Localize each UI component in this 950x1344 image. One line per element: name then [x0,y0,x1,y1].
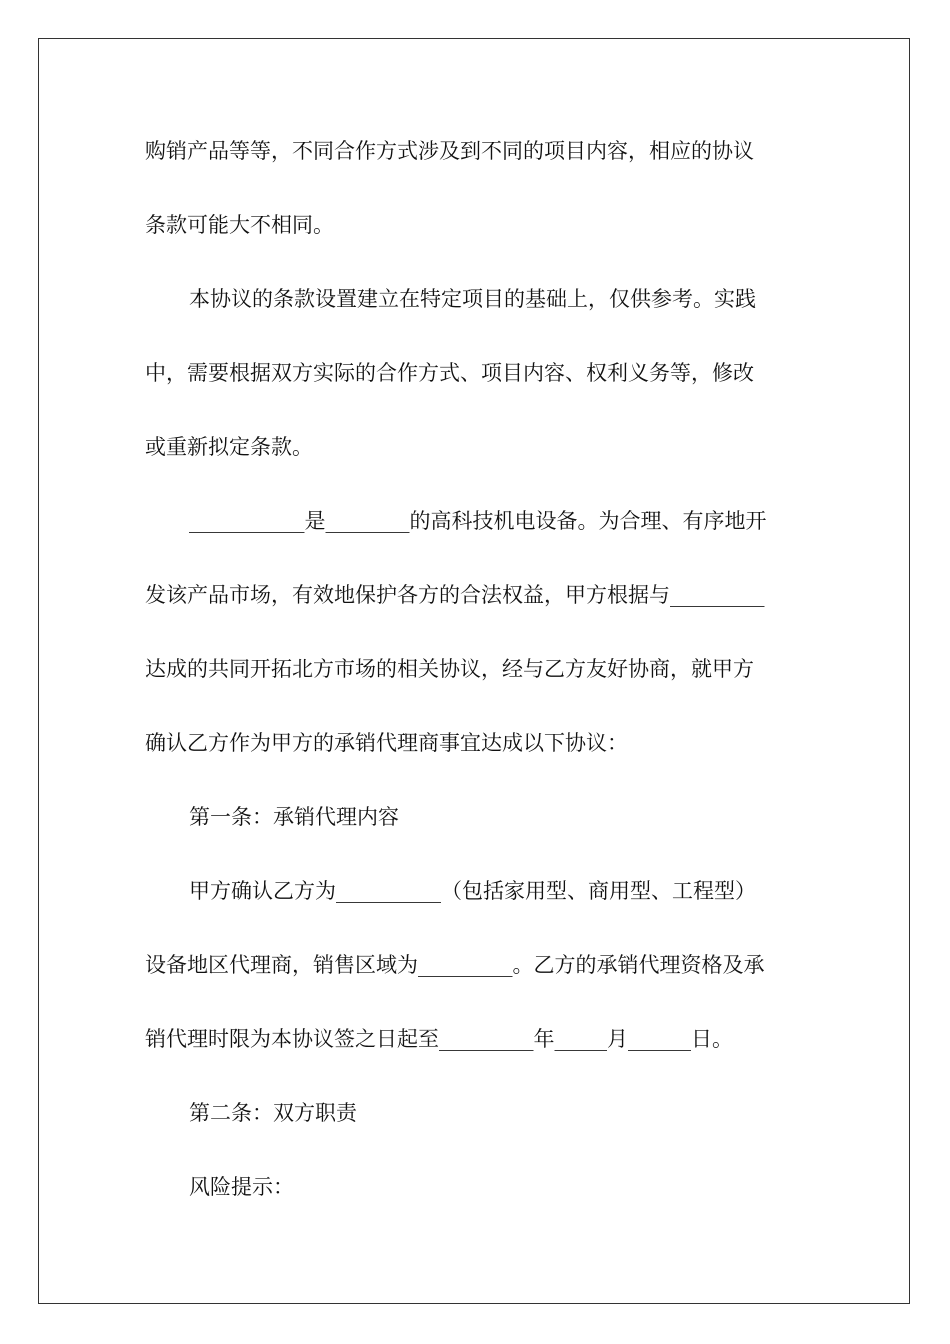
paragraph-line: 或重新拟定条款。 [145,435,313,459]
article-heading: 第二条：双方职责 [189,1101,357,1125]
paragraph-line: 达成的共同开拓北方市场的相关协议，经与乙方友好协商，就甲方 [145,657,754,681]
risk-notice-heading: 风险提示： [189,1175,294,1199]
paragraph-line: 条款可能大不相同。 [145,213,334,237]
paragraph-line: 甲方确认乙方为__________（包括家用型、商用型、工程型） [189,879,756,903]
paragraph-line: 设备地区代理商，销售区域为_________。乙方的承销代理资格及承 [145,953,765,977]
paragraph-line: ___________是________的高科技机电设备。为合理、有序地开 [189,509,767,533]
paragraph-line: 本协议的条款设置建立在特定项目的基础上，仅供参考。实践 [189,287,756,311]
paragraph-line: 中，需要根据双方实际的合作方式、项目内容、权利义务等，修改 [145,361,754,385]
paragraph-line: 销代理时限为本协议签之日起至_________年_____月______日。 [145,1027,733,1051]
paragraph-line: 确认乙方作为甲方的承销代理商事宜达成以下协议： [145,731,628,755]
paragraph-line: 购销产品等等，不同合作方式涉及到不同的项目内容，相应的协议 [145,139,754,163]
document-body [145,126,810,1236]
article-heading: 第一条：承销代理内容 [189,805,399,829]
paragraph-line: 发该产品市场，有效地保护各方的合法权益，甲方根据与_________ [145,583,765,607]
